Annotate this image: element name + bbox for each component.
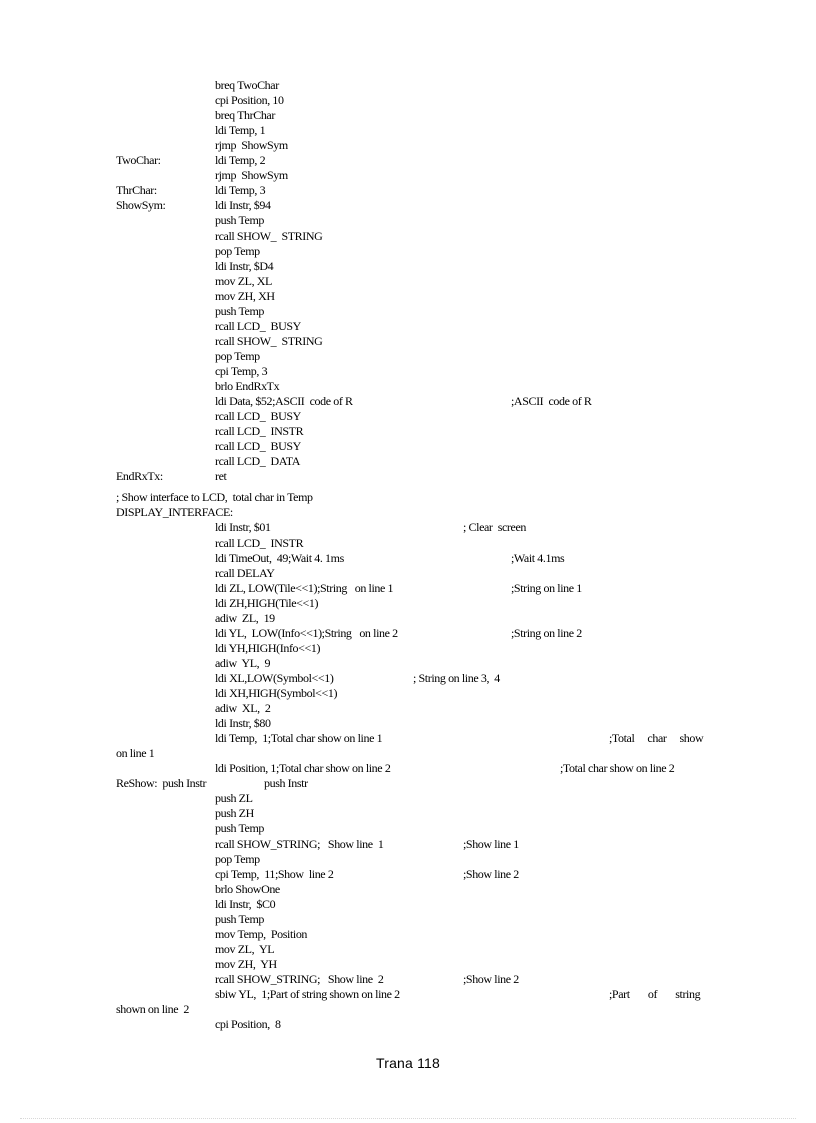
code-line: [0, 274, 816, 289]
line-comment: ;Total char show on line 2: [560, 761, 675, 776]
line-label: TwoChar:: [116, 153, 161, 168]
line-code: breq TwoChar: [215, 78, 279, 92]
line-comment: ;Total char show: [609, 731, 704, 746]
code-line: [0, 656, 816, 671]
line-code: rcall LCD_ BUSY: [215, 409, 301, 424]
line-code: mov Temp, Position: [215, 926, 308, 941]
line-code: ret: [215, 469, 227, 484]
code-line: [0, 897, 816, 912]
code-line: [0, 153, 816, 168]
line-comment: ;Wait 4.1ms: [511, 550, 565, 565]
line-comment: ;Part of string: [609, 987, 701, 1001]
line-code: adiw XL, 2: [215, 701, 271, 716]
code-line: [0, 469, 816, 484]
code-line: [0, 289, 816, 304]
code-line: [0, 304, 816, 319]
code-line: [0, 334, 816, 349]
code-line: [0, 611, 816, 626]
code-line: [0, 746, 816, 761]
line-code: push Temp: [215, 821, 265, 836]
line-code: ldi Instr, $01: [215, 520, 271, 535]
line-label: ShowSym:: [116, 198, 166, 213]
code-line: [0, 319, 816, 334]
line-code: rcall SHOW_ STRING: [215, 333, 323, 348]
line-code: pop Temp: [215, 851, 260, 866]
code-line: [0, 867, 816, 882]
line-label: DISPLAY_INTERFACE:: [116, 505, 233, 520]
line-code: ldi ZL, LOW(Tile<<1);String on line 1: [215, 580, 394, 595]
code-line: [0, 123, 816, 138]
code-line: [0, 596, 816, 611]
code-line: [0, 259, 816, 274]
line-code: rcall DELAY: [215, 565, 275, 580]
code-line: [0, 987, 816, 1002]
code-line: [0, 626, 816, 641]
code-line: [0, 806, 816, 821]
line-code: ldi Data, $52;ASCII code of R: [215, 394, 353, 409]
code-line: [0, 1017, 816, 1032]
line-code: rcall LCD_ INSTR: [215, 535, 304, 550]
line-code: push Temp: [215, 213, 265, 228]
code-line: [0, 490, 816, 505]
page-number: Trana 118: [375, 1055, 441, 1071]
code-line: [0, 520, 816, 535]
code-line: [0, 791, 816, 806]
code-line: [0, 776, 816, 791]
code-line: [0, 551, 816, 566]
line-code: ldi YH,HIGH(Info<<1): [215, 640, 321, 655]
code-line: [0, 972, 816, 987]
line-code: ldi Instr, $D4: [215, 258, 274, 273]
line-code: adiw YL, 9: [215, 655, 271, 670]
code-line: [0, 701, 816, 716]
code-line: [0, 213, 816, 228]
line-label: ReShow: push Instr: [116, 776, 207, 791]
line-code: push ZH: [215, 806, 254, 821]
code-line: [0, 168, 816, 183]
line-code: rcall LCD_ BUSY: [215, 318, 301, 333]
code-line: [0, 439, 816, 454]
code-line: [0, 93, 816, 108]
code-line: [0, 821, 816, 836]
page-bottom-divider: [20, 1118, 796, 1119]
line-code: ldi Instr, $80: [215, 716, 271, 731]
line-code: ldi TimeOut, 49;Wait 4. 1ms: [215, 550, 344, 565]
code-line: [0, 731, 816, 746]
line-label: EndRxTx:: [116, 469, 163, 484]
code-line: [0, 78, 816, 93]
code-line: [0, 641, 816, 656]
line-code: cpi Temp, 3: [215, 363, 268, 378]
line-code: ldi YL, LOW(Info<<1);String on line 2: [215, 625, 398, 640]
line-code: breq ThrChar: [215, 108, 275, 123]
line-code: rcall LCD_ INSTR: [215, 424, 304, 439]
line-label: shown on line 2: [116, 1002, 189, 1017]
code-line: [0, 882, 816, 897]
code-line: [0, 108, 816, 123]
line-code: ldi Position, 1;Total char show on line 2: [215, 761, 391, 776]
line-comment: ; String on line 3, 4: [413, 670, 500, 685]
line-code: ldi Temp, 3: [215, 183, 266, 198]
line-code: brlo ShowOne: [215, 881, 280, 896]
line-code: rcall LCD_ DATA: [215, 454, 300, 469]
line-code: ldi Temp, 1: [215, 123, 266, 138]
code-line: [0, 379, 816, 394]
line-code: rjmp ShowSym: [215, 168, 288, 183]
line-code: rcall SHOW_ STRING: [215, 228, 323, 243]
line-comment: ;String on line 2: [511, 625, 582, 640]
line-code: brlo EndRxTx: [215, 379, 280, 393]
code-line: [0, 183, 816, 198]
line-code: push Temp: [215, 911, 265, 926]
code-line: [0, 424, 816, 439]
line-code: ldi Temp, 1;Total char show on line 1: [215, 731, 383, 746]
code-line: [0, 927, 816, 942]
line-code: push ZL: [215, 791, 253, 806]
line-label: ThrChar:: [116, 183, 157, 198]
code-line: [0, 716, 816, 731]
line-code: cpi Temp, 11;Show line 2: [215, 866, 334, 881]
code-line: [0, 686, 816, 701]
line-code: mov ZH, YH: [215, 956, 277, 971]
line-code: push Temp: [215, 303, 265, 318]
line-code: ldi XH,HIGH(Symbol<<1): [215, 686, 338, 700]
line-code: adiw ZL, 19: [215, 610, 275, 625]
code-line: [0, 761, 816, 776]
line-code: ldi Temp, 2: [215, 153, 266, 168]
line-label: ; Show interface to LCD, total char in Temp: [116, 490, 313, 505]
code-line: [0, 671, 816, 686]
line-code: cpi Position, 10: [215, 93, 284, 108]
line-code: pop Temp: [215, 243, 260, 258]
line-label: on line 1: [116, 746, 155, 761]
line-code: sbiw YL, 1;Part of string shown on line 2: [215, 987, 400, 1001]
line-code: mov ZL, XL: [215, 273, 272, 288]
line-comment: ; Clear screen: [463, 520, 526, 535]
code-line: [0, 198, 816, 213]
line-comment: ;ASCII code of R: [511, 394, 592, 409]
code-line: [0, 566, 816, 581]
code-line: [0, 581, 816, 596]
line-extra: push Instr: [264, 776, 308, 791]
code-line: [0, 244, 816, 259]
line-code: ldi Instr, $94: [215, 198, 271, 213]
line-code: rjmp ShowSym: [215, 138, 288, 153]
line-comment: ;Show line 2: [463, 971, 519, 986]
line-code: ldi XL,LOW(Symbol<<1): [215, 670, 334, 685]
code-line: [0, 942, 816, 957]
line-code: cpi Position, 8: [215, 1017, 281, 1032]
code-line: [0, 957, 816, 972]
code-line: [0, 505, 816, 520]
line-code: rcall SHOW_STRING; Show line 2: [215, 971, 384, 986]
line-code: rcall SHOW_STRING; Show line 1: [215, 836, 384, 851]
code-line: [0, 837, 816, 852]
line-code: mov ZH, XH: [215, 288, 275, 303]
line-code: ldi Instr, $C0: [215, 896, 276, 911]
line-code: ldi ZH,HIGH(Tile<<1): [215, 595, 319, 610]
line-comment: ;Show line 1: [463, 836, 519, 851]
code-line: [0, 409, 816, 424]
code-line: [0, 364, 816, 379]
code-line: [0, 912, 816, 927]
code-line: [0, 1002, 816, 1017]
line-comment: ;Show line 2: [463, 866, 519, 881]
line-code: mov ZL, YL: [215, 941, 275, 956]
line-code: rcall LCD_ BUSY: [215, 439, 301, 454]
code-line: [0, 349, 816, 364]
code-line: [0, 852, 816, 867]
code-line: [0, 454, 816, 469]
code-line: [0, 138, 816, 153]
code-line: [0, 229, 816, 244]
line-comment: ;String on line 1: [511, 580, 582, 595]
code-line: [0, 536, 816, 551]
line-code: pop Temp: [215, 348, 260, 363]
code-line: [0, 394, 816, 409]
